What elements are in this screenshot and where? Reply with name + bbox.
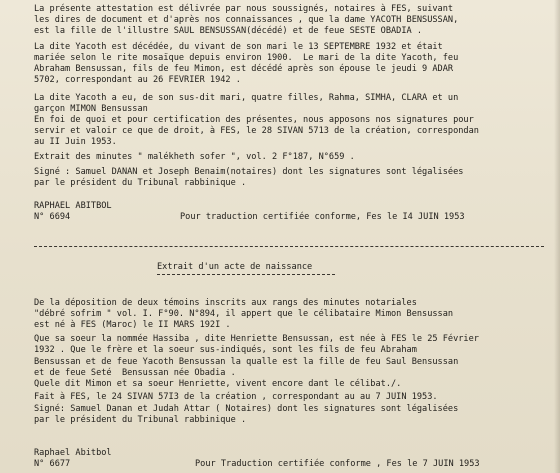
text-line: les dires de document et d'après nos connaissances , que la dame YACOTH BENSUSSAN, — [34, 15, 459, 25]
text-line: Que sa soeur la nommée Hassiba , dite Henriette Bensussan, est née à FES le 25 Février — [34, 334, 479, 344]
text-line: par le président du Tribunal rabbinique . — [34, 178, 247, 188]
text-line: servir et valoir ce que de droit, à FES, le 28 SIVAN 5713 de la création, correspondan — [34, 126, 479, 136]
signatory-number: N° 6694 — [34, 212, 71, 222]
text-line: Quele dit Mimon et sa soeur Henriette, vivent encore dant le célibat./. — [34, 379, 402, 389]
text-line: garçon MIMON Bensussan — [34, 104, 148, 114]
signatory-name: Raphael Abitbol — [34, 448, 112, 458]
text-line: mariée selon le rite mosaïque depuis environ 1900. Le mari de la dite Yacoth, feu — [34, 53, 459, 63]
text-line: est la fille de l'illustre SAUL BENSUSSAN(décédé) et de feue SESTE OBADIA . — [34, 26, 423, 36]
text-line: est né à FES (Maroc) le II MARS 192I . — [34, 320, 231, 330]
text-line: Fait à FES, le 24 SIVAN 57I3 de la création , correspondant au au 7 JUIN 1953. — [34, 392, 438, 402]
text-line: "débré sofrim " vol. I. F°90. N°894, il appert que le célibataire Mimon Bensussan — [34, 309, 454, 319]
signatory-name: RAPHAEL ABITBOL — [34, 201, 112, 211]
section-separator — [34, 246, 544, 247]
certification-line: Pour Traduction certifiée conforme , Fes le 7 JUIN 1953 — [195, 459, 480, 469]
text-line: par le président du Tribunal rabbinique . — [34, 415, 247, 425]
section-title-underline — [157, 274, 335, 275]
text-line: En foi de quoi et pour certification des présentes, nous apposons nos signatures pour — [34, 115, 474, 125]
text-line: La dite Yacoth a eu, de son sus-dit mari, quatre filles, Rahma, SIMHA, CLARA et un — [34, 93, 459, 103]
text-line: De la déposition de deux témoins inscrits aux rangs des minutes notariales — [34, 298, 417, 308]
signatory-number: N° 6677 — [34, 459, 71, 469]
text-line: au II Juin 1953. — [34, 137, 117, 147]
text-line: 1932 . Que le frère et la soeur sus-indiqués, sont les fils de feu Abraham — [34, 345, 417, 355]
text-line: et de feue Seté Bensussan née Obadia . — [34, 368, 236, 378]
text-line: La dite Yacoth est décédée, du vivant de son mari le 13 SEPTEMBRE 1932 et était — [34, 42, 443, 52]
text-line: Signé : Samuel DANAN et Joseph Benaim(notaires) dont les signatures sont légalisées — [34, 167, 464, 177]
certification-line: Pour traduction certifiée conforme, Fes le I4 JUIN 1953 — [180, 212, 465, 222]
text-line: Abraham Bensussan, fils de feu Mimon, est décédé après son épouse le jeudi 9 ADAR — [34, 64, 454, 74]
section-title: Extrait d'un acte de naissance — [157, 262, 313, 272]
text-line: Extrait des minutes " malékheth sofer ", vol. 2 F°187, N°659 . — [34, 152, 355, 162]
text-line: La présente attestation est délivrée par nous soussignés, notaires à FES, suivant — [34, 4, 454, 14]
page-edge-shadow — [554, 0, 560, 473]
text-line: Bensussan et de feue Yacoth Bensussan la qualle est la fille de feu Saul Bensussan — [34, 357, 459, 367]
text-line: 5702, correspondant au 26 FEVRIER 1942 . — [34, 75, 241, 85]
text-line: Signé: Samuel Danan et Judah Attar ( Notaires) dont les signatures sont légalisées — [34, 404, 459, 414]
